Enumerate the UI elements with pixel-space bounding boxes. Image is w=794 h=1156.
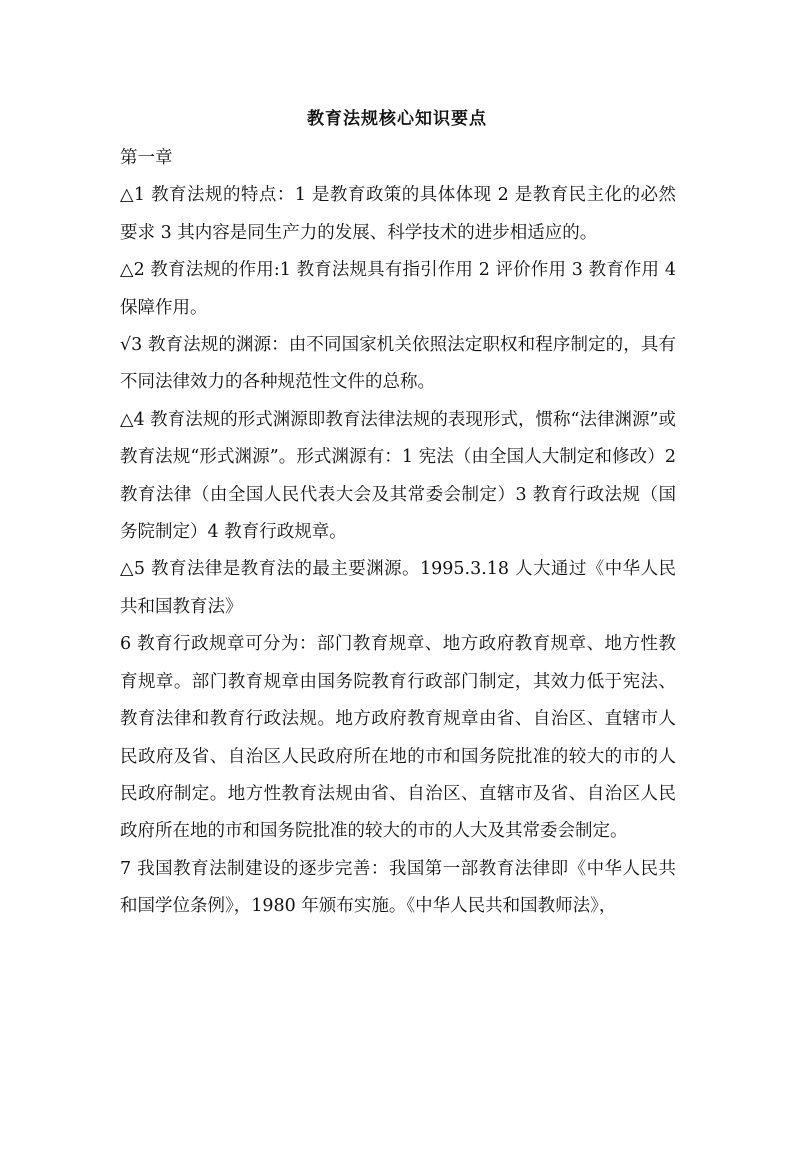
- paragraph-2: △2 教育法规的作用:1 教育法规具有指引作用 2 评价作用 3 教育作用 4 保障作用。: [120, 260, 676, 318]
- paragraph-1: △1 教育法规的特点：1 是教育政策的具体体现 2 是教育民主化的必然要求 3 其内容是同生产力的发展、科学技术的进步相适应的。: [120, 185, 676, 243]
- document-body: [120, 140, 676, 926]
- document-title: 教育法规核心知识要点: [307, 109, 487, 129]
- paragraph-5: △5 教育法律是教育法的最主要渊源。1995.3.18 人大通过《中华人民共和国教育法》: [120, 559, 676, 617]
- paragraph-7: 7 我国教育法制建设的逐步完善：我国第一部教育法律即《中华人民共和国学位条例》，1980 年颁布实施。《中华人民共和国教师法》，: [120, 858, 676, 917]
- paragraph-3: √3 教育法规的渊源：由不同国家机关依照法定职权和程序制定的，具有不同法律效力的各种规范性文件的总称。: [120, 335, 676, 393]
- paragraph-4: △4 教育法规的形式渊源即教育法律法规的表现形式，惯称“法律渊源”或教育法规“形式渊源”。形式渊源有：1 宪法（由全国人大制定和修改）2 教育法律（由全国人民代表大会及其常委会制定）3 教育行政法规（国务院制定）4 教育行政规章。: [120, 409, 676, 543]
- chapter-heading: 第一章: [120, 148, 173, 168]
- paragraph-6: 6 教育行政规章可分为：部门教育规章、地方政府教育规章、地方性教育规章。部门教育规章由国务院教育行政部门制定，其效力低于宪法、教育法律和教育行政法规。地方政府教育规章由省、自治区、直辖市人民政府及省、自治区人民政府所在地的市和国务院批准的较大的市的人民政府制定。地方性教育法规由省、自治区、直辖市及省、自治区人民政府所在地的市和国务院批准的较大的市的人大及其常委会制定。: [120, 634, 676, 842]
